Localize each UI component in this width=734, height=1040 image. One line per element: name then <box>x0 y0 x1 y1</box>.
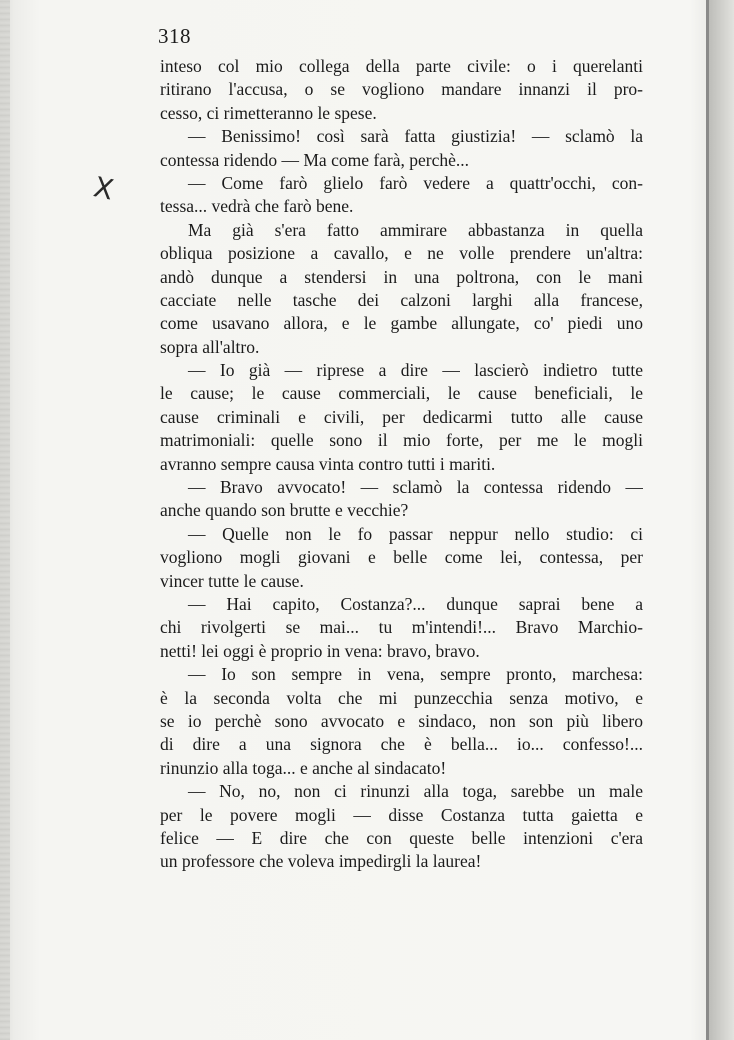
margin-x-annotation: X <box>90 170 117 207</box>
page-right-edge <box>706 0 709 1040</box>
text-line: un professore che voleva impedirgli la laurea! <box>160 851 482 872</box>
text-line: netti! lei oggi è proprio in vena: bravo, bravo. <box>160 640 480 661</box>
body-text <box>160 55 643 874</box>
text-line: cause criminali e civili, per dedicarmi tutto alle cause <box>160 406 643 427</box>
text-line: — Benissimo! così sarà fatta giustizia! — sclamò la <box>188 126 643 147</box>
text-line: rinunzio alla toga... e anche al sindacato! <box>160 757 447 778</box>
text-line: — Io son sempre in vena, sempre pronto, marchesa: <box>188 664 643 685</box>
text-line: — No, no, non ci rinunzi alla toga, sarebbe un male <box>188 781 643 802</box>
text-line: anche quando son brutte e vecchie? <box>160 500 409 521</box>
text-line: — Hai capito, Costanza?... dunque saprai bene a <box>188 593 643 614</box>
page-number: 318 <box>158 24 191 48</box>
text-line: vincer tutte le cause. <box>160 570 304 591</box>
text-line: felice — E dire che con queste belle intenzioni c'era <box>160 827 643 848</box>
text-line: chi rivolgerti se mai... tu m'intendi!... Bravo Marchio- <box>160 617 643 638</box>
text-line: cacciate nelle tasche dei calzoni larghi alla francese, <box>160 289 643 310</box>
text-line: è la seconda volta che mi punzecchia senza motivo, e <box>160 687 643 708</box>
text-line: tessa... vedrà che farò bene. <box>160 196 354 217</box>
text-line: le cause; le cause commerciali, le cause beneficiali, le <box>160 383 643 404</box>
text-line: Ma già s'era fatto ammirare abbastanza in quella <box>188 219 643 240</box>
text-line: obliqua posizione a cavallo, e ne volle prendere un'altra: <box>160 243 643 264</box>
text-line: — Quelle non le fo passar neppur nello studio: ci <box>188 523 643 544</box>
text-line: vogliono mogli giovani e belle come lei, contessa, per <box>160 547 643 568</box>
text-line: inteso col mio collega della parte civile: o i querelanti <box>160 56 643 76</box>
text-line: avranno sempre causa vinta contro tutti i mariti. <box>160 453 496 474</box>
text-line: se io perchè sono avvocato e sindaco, non son più libero <box>160 710 643 731</box>
text-line: ritirano l'accusa, o se vogliono mandare innanzi il pro- <box>160 79 643 100</box>
text-line: — Io già — riprese a dire — lascierò indietro tutte <box>188 360 643 381</box>
text-line: cesso, ci rimetteranno le spese. <box>160 102 377 123</box>
text-line: come usavano allora, e le gambe allungate, co' piedi uno <box>160 313 643 334</box>
text-line: — Come farò glielo farò vedere a quattr'occhi, con- <box>188 172 643 193</box>
text-line: di dire a una signora che è bella... io... confesso!... <box>160 734 643 755</box>
text-line: per le povere mogli — disse Costanza tutta gaietta e <box>160 804 643 825</box>
text-line: matrimoniali: quelle sono il mio forte, per me le mogli <box>160 430 643 451</box>
text-line: andò dunque a stendersi in una poltrona, con le mani <box>160 266 643 287</box>
page-binding-edge <box>0 0 10 1040</box>
text-line: sopra all'altro. <box>160 336 260 357</box>
page-right-shadow <box>709 0 734 1040</box>
text-line: — Bravo avvocato! — sclamò la contessa ridendo — <box>188 477 643 498</box>
text-line: contessa ridendo — Ma come farà, perchè... <box>160 149 470 170</box>
